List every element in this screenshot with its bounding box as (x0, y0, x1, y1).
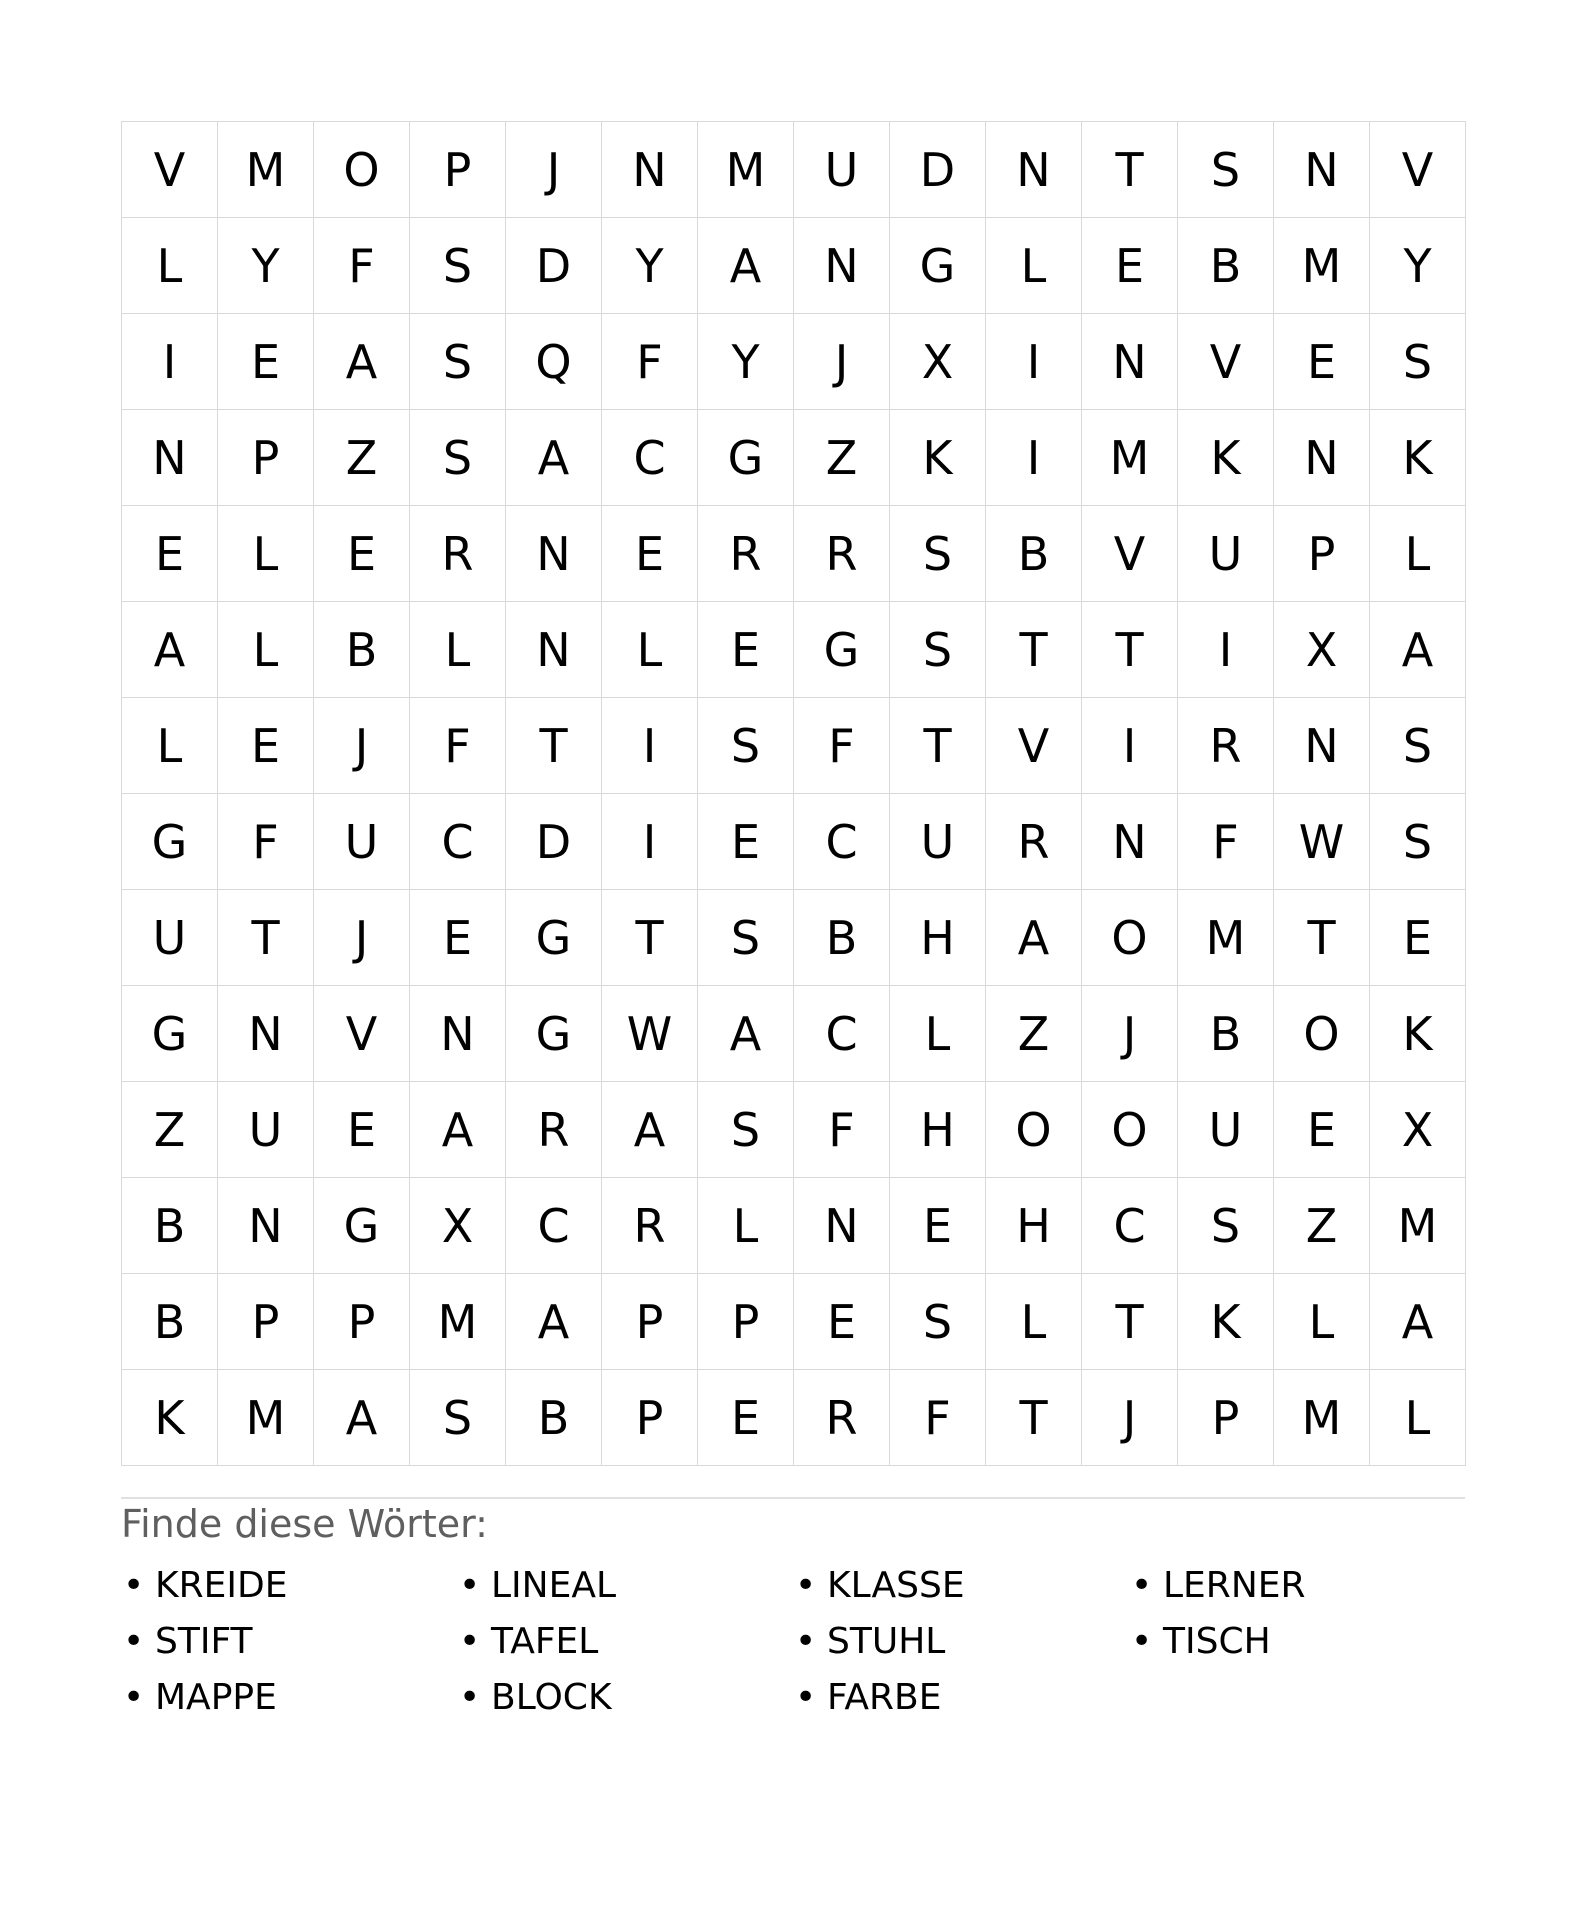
grid-cell[interactable]: Q (506, 314, 602, 410)
grid-cell[interactable]: S (1178, 1178, 1274, 1274)
grid-cell[interactable]: L (986, 1274, 1082, 1370)
grid-cell[interactable]: E (1274, 1082, 1370, 1178)
bullet-icon: • (795, 1565, 817, 1606)
grid-cell[interactable]: L (986, 218, 1082, 314)
grid-cell[interactable]: V (1178, 314, 1274, 410)
word-label: TAFEL (491, 1621, 599, 1662)
grid-cell[interactable]: R (506, 1082, 602, 1178)
grid-cell[interactable]: N (506, 602, 602, 698)
grid-cell[interactable]: C (506, 1178, 602, 1274)
grid-cell[interactable]: Z (314, 410, 410, 506)
grid-cell[interactable]: U (1178, 1082, 1274, 1178)
grid-cell[interactable]: B (506, 1370, 602, 1466)
grid-cell[interactable]: K (1370, 410, 1466, 506)
grid-cell[interactable]: O (314, 122, 410, 218)
grid-cell[interactable]: Y (602, 218, 698, 314)
grid-cell[interactable]: M (1274, 218, 1370, 314)
word-list-item (793, 1614, 1129, 1670)
grid-cell[interactable]: B (1178, 218, 1274, 314)
grid-cell[interactable]: G (890, 218, 986, 314)
grid-cell[interactable]: D (506, 218, 602, 314)
grid-cell[interactable]: T (986, 602, 1082, 698)
bullet-icon: • (123, 1677, 145, 1718)
instructions-label: Finde diese Wörter: (121, 1502, 488, 1546)
bullet-icon: • (459, 1565, 481, 1606)
grid-cell[interactable]: L (122, 698, 218, 794)
grid-cell[interactable]: G (506, 890, 602, 986)
word-label: FARBE (827, 1677, 942, 1718)
grid-cell[interactable]: R (698, 506, 794, 602)
grid-cell[interactable]: M (218, 122, 314, 218)
grid-cell[interactable]: V (1370, 122, 1466, 218)
divider (121, 1497, 1465, 1499)
grid-cell[interactable]: S (890, 602, 986, 698)
grid-cell[interactable]: A (314, 1370, 410, 1466)
grid-cell[interactable]: E (698, 602, 794, 698)
grid-cell[interactable]: L (602, 602, 698, 698)
grid-cell[interactable]: Z (1274, 1178, 1370, 1274)
word-label: STIFT (155, 1621, 253, 1662)
grid-cell[interactable]: O (1082, 1082, 1178, 1178)
grid-cell[interactable]: S (890, 1274, 986, 1370)
grid-cell[interactable]: B (794, 890, 890, 986)
grid-cell[interactable]: S (410, 218, 506, 314)
grid-cell[interactable]: Z (122, 1082, 218, 1178)
grid-cell[interactable]: N (986, 122, 1082, 218)
bullet-icon: • (1131, 1621, 1153, 1662)
grid-cell[interactable]: E (1370, 890, 1466, 986)
grid-cell[interactable]: W (1274, 794, 1370, 890)
grid-cell[interactable]: I (1178, 602, 1274, 698)
bullet-icon: • (459, 1677, 481, 1718)
grid-cell[interactable]: H (890, 1082, 986, 1178)
grid-cell[interactable]: V (314, 986, 410, 1082)
grid-cell[interactable]: C (1082, 1178, 1178, 1274)
grid-cell[interactable]: I (1082, 698, 1178, 794)
bullet-icon: • (123, 1621, 145, 1662)
grid-cell[interactable]: R (1178, 698, 1274, 794)
grid-cell[interactable]: N (122, 410, 218, 506)
grid-cell[interactable]: V (986, 698, 1082, 794)
grid-cell[interactable]: I (602, 794, 698, 890)
bullet-icon: • (123, 1565, 145, 1606)
grid-cell[interactable]: N (1274, 410, 1370, 506)
word-label: STUHL (827, 1621, 946, 1662)
grid-cell[interactable]: G (698, 410, 794, 506)
grid-cell[interactable]: K (890, 410, 986, 506)
grid-cell[interactable]: F (890, 1370, 986, 1466)
grid-cell[interactable]: U (1178, 506, 1274, 602)
bullet-icon: • (459, 1621, 481, 1662)
grid-cell[interactable]: N (218, 986, 314, 1082)
grid-cell[interactable]: P (314, 1274, 410, 1370)
grid-cell[interactable]: E (890, 1178, 986, 1274)
grid-cell[interactable]: Y (1370, 218, 1466, 314)
grid-cell[interactable]: T (218, 890, 314, 986)
word-list-item (793, 1558, 1129, 1614)
grid-cell[interactable]: D (506, 794, 602, 890)
grid-cell[interactable]: G (314, 1178, 410, 1274)
grid-cell[interactable]: I (986, 314, 1082, 410)
grid-cell[interactable]: T (602, 890, 698, 986)
grid-cell[interactable]: U (890, 794, 986, 890)
grid-cell[interactable]: R (986, 794, 1082, 890)
grid-cell[interactable]: S (1370, 314, 1466, 410)
grid-cell[interactable]: P (410, 122, 506, 218)
grid-cell[interactable]: U (122, 890, 218, 986)
grid-cell[interactable]: O (986, 1082, 1082, 1178)
word-list (121, 1558, 1465, 1726)
grid-cell[interactable]: M (1178, 890, 1274, 986)
grid-cell[interactable]: E (314, 1082, 410, 1178)
word-list-item (121, 1614, 457, 1670)
grid-cell[interactable]: N (1274, 698, 1370, 794)
bullet-icon: • (795, 1621, 817, 1662)
grid-cell[interactable]: F (794, 1082, 890, 1178)
grid-cell[interactable]: C (794, 986, 890, 1082)
word-label: LERNER (1163, 1565, 1306, 1606)
grid-cell[interactable]: S (1370, 794, 1466, 890)
grid-cell[interactable]: S (410, 314, 506, 410)
grid-cell[interactable]: A (1370, 602, 1466, 698)
grid-cell[interactable]: S (890, 506, 986, 602)
grid-cell[interactable]: F (410, 698, 506, 794)
bullet-icon: • (1131, 1565, 1153, 1606)
grid-cell[interactable]: H (890, 890, 986, 986)
grid-cell[interactable]: N (218, 1178, 314, 1274)
grid-cell[interactable]: M (1274, 1370, 1370, 1466)
grid-cell[interactable]: S (410, 410, 506, 506)
grid-cell[interactable]: V (122, 122, 218, 218)
grid-cell[interactable]: A (986, 890, 1082, 986)
grid-cell[interactable]: L (1370, 1370, 1466, 1466)
word-label: KLASSE (827, 1565, 965, 1606)
grid-cell[interactable]: N (506, 506, 602, 602)
grid-cell[interactable]: R (794, 506, 890, 602)
grid-cell[interactable]: G (122, 986, 218, 1082)
grid-cell[interactable]: L (890, 986, 986, 1082)
grid-cell[interactable]: X (410, 1178, 506, 1274)
grid-cell[interactable]: B (314, 602, 410, 698)
word-label: BLOCK (491, 1677, 612, 1718)
word-label: MAPPE (155, 1677, 277, 1718)
grid-cell[interactable]: N (794, 218, 890, 314)
grid-cell[interactable]: X (1370, 1082, 1466, 1178)
grid-cell[interactable]: N (794, 1178, 890, 1274)
word-label: KREIDE (155, 1565, 288, 1606)
grid-cell[interactable]: J (1082, 1370, 1178, 1466)
word-list-item (457, 1558, 793, 1614)
grid-cell[interactable]: K (1178, 410, 1274, 506)
grid-cell[interactable]: U (218, 1082, 314, 1178)
grid-cell[interactable]: Y (698, 314, 794, 410)
grid-cell[interactable]: A (410, 1082, 506, 1178)
grid-cell[interactable]: P (1178, 1370, 1274, 1466)
grid-cell[interactable]: U (314, 794, 410, 890)
grid-cell[interactable]: N (410, 986, 506, 1082)
grid-cell[interactable]: S (1178, 122, 1274, 218)
grid-cell[interactable]: F (794, 698, 890, 794)
grid-cell[interactable]: G (122, 794, 218, 890)
word-list-item (121, 1670, 457, 1726)
grid-cell[interactable]: M (218, 1370, 314, 1466)
grid-cell[interactable]: B (1178, 986, 1274, 1082)
grid-cell[interactable]: R (602, 1178, 698, 1274)
grid-cell[interactable]: P (602, 1274, 698, 1370)
grid-cell[interactable]: L (410, 602, 506, 698)
grid-cell[interactable]: J (314, 698, 410, 794)
grid-cell[interactable]: L (1370, 506, 1466, 602)
grid-cell[interactable]: E (794, 1274, 890, 1370)
word-list-item (1129, 1558, 1465, 1614)
grid-cell[interactable]: E (1274, 314, 1370, 410)
grid-cell[interactable]: P (218, 410, 314, 506)
letter-grid (121, 121, 1466, 1466)
grid-cell[interactable]: N (1082, 794, 1178, 890)
grid-cell[interactable]: L (1274, 1274, 1370, 1370)
word-label: LINEAL (491, 1565, 617, 1606)
grid-cell[interactable]: T (986, 1370, 1082, 1466)
grid-cell[interactable]: A (602, 1082, 698, 1178)
grid-cell[interactable]: M (698, 122, 794, 218)
grid-cell[interactable]: N (602, 122, 698, 218)
grid-cell[interactable]: M (1370, 1178, 1466, 1274)
grid-cell[interactable]: V (1082, 506, 1178, 602)
grid-cell[interactable]: I (602, 698, 698, 794)
grid-cell[interactable]: A (506, 410, 602, 506)
grid-cell[interactable]: X (1274, 602, 1370, 698)
grid-cell[interactable]: A (698, 218, 794, 314)
grid-cell[interactable]: T (1274, 890, 1370, 986)
word-list-item (457, 1614, 793, 1670)
grid-cell[interactable]: B (122, 1178, 218, 1274)
word-list-item (121, 1558, 457, 1614)
grid-cell[interactable]: S (410, 1370, 506, 1466)
grid-cell[interactable]: P (698, 1274, 794, 1370)
grid-cell[interactable]: F (314, 218, 410, 314)
grid-cell[interactable]: S (698, 890, 794, 986)
grid-cell[interactable]: A (314, 314, 410, 410)
grid-cell[interactable]: T (506, 698, 602, 794)
grid-cell[interactable]: K (1178, 1274, 1274, 1370)
grid-cell[interactable]: U (794, 122, 890, 218)
word-list-item (793, 1670, 1129, 1726)
grid-cell[interactable]: Y (218, 218, 314, 314)
grid-cell[interactable]: T (890, 698, 986, 794)
grid-cell[interactable]: J (506, 122, 602, 218)
grid-cell[interactable]: J (314, 890, 410, 986)
grid-cell[interactable]: S (698, 1082, 794, 1178)
grid-cell[interactable]: D (890, 122, 986, 218)
grid-cell[interactable]: W (602, 986, 698, 1082)
grid-cell[interactable]: O (1082, 890, 1178, 986)
grid-cell[interactable]: E (1082, 218, 1178, 314)
grid-cell[interactable]: I (122, 314, 218, 410)
grid-cell[interactable]: E (410, 890, 506, 986)
grid-cell[interactable]: E (218, 698, 314, 794)
grid-cell[interactable]: N (1082, 314, 1178, 410)
grid-cell[interactable]: L (122, 218, 218, 314)
grid-cell[interactable]: E (314, 506, 410, 602)
grid-cell[interactable]: J (1082, 986, 1178, 1082)
grid-cell[interactable]: F (602, 314, 698, 410)
word-label: TISCH (1163, 1621, 1271, 1662)
grid-cell[interactable]: P (602, 1370, 698, 1466)
grid-cell[interactable]: C (794, 794, 890, 890)
grid-cell[interactable]: F (1178, 794, 1274, 890)
grid-cell[interactable]: M (410, 1274, 506, 1370)
grid-cell[interactable]: L (698, 1178, 794, 1274)
grid-cell[interactable]: Z (794, 410, 890, 506)
grid-cell[interactable]: K (1370, 986, 1466, 1082)
grid-cell[interactable]: S (1370, 698, 1466, 794)
grid-cell[interactable]: P (1274, 506, 1370, 602)
grid-cell[interactable]: F (218, 794, 314, 890)
grid-cell[interactable]: X (890, 314, 986, 410)
grid-cell[interactable]: E (698, 1370, 794, 1466)
grid-cell[interactable]: B (122, 1274, 218, 1370)
grid-cell[interactable]: E (602, 506, 698, 602)
grid-cell[interactable]: K (122, 1370, 218, 1466)
grid-cell[interactable]: G (794, 602, 890, 698)
grid-cell[interactable]: L (218, 506, 314, 602)
word-list-item (1129, 1614, 1465, 1670)
grid-cell[interactable]: S (698, 698, 794, 794)
grid-cell[interactable]: E (218, 314, 314, 410)
grid-cell[interactable]: A (506, 1274, 602, 1370)
grid-cell[interactable]: P (218, 1274, 314, 1370)
word-list-item (457, 1670, 793, 1726)
grid-cell[interactable]: G (506, 986, 602, 1082)
bullet-icon: • (795, 1677, 817, 1718)
grid-cell[interactable]: T (1082, 122, 1178, 218)
grid-cell[interactable]: A (122, 602, 218, 698)
grid-cell[interactable]: C (602, 410, 698, 506)
grid-cell[interactable]: M (1082, 410, 1178, 506)
grid-cell[interactable]: Z (986, 986, 1082, 1082)
grid-cell[interactable]: T (1082, 1274, 1178, 1370)
grid-cell[interactable]: N (1274, 122, 1370, 218)
grid-cell[interactable]: I (986, 410, 1082, 506)
grid-cell[interactable]: H (986, 1178, 1082, 1274)
grid-cell[interactable]: R (794, 1370, 890, 1466)
grid-cell[interactable]: R (410, 506, 506, 602)
grid-cell[interactable]: O (1274, 986, 1370, 1082)
grid-cell[interactable]: B (986, 506, 1082, 602)
grid-cell[interactable]: E (122, 506, 218, 602)
grid-cell[interactable]: T (1082, 602, 1178, 698)
grid-cell[interactable]: E (698, 794, 794, 890)
grid-cell[interactable]: C (410, 794, 506, 890)
grid-cell[interactable]: L (218, 602, 314, 698)
grid-cell[interactable]: J (794, 314, 890, 410)
grid-cell[interactable]: A (698, 986, 794, 1082)
grid-cell[interactable]: A (1370, 1274, 1466, 1370)
